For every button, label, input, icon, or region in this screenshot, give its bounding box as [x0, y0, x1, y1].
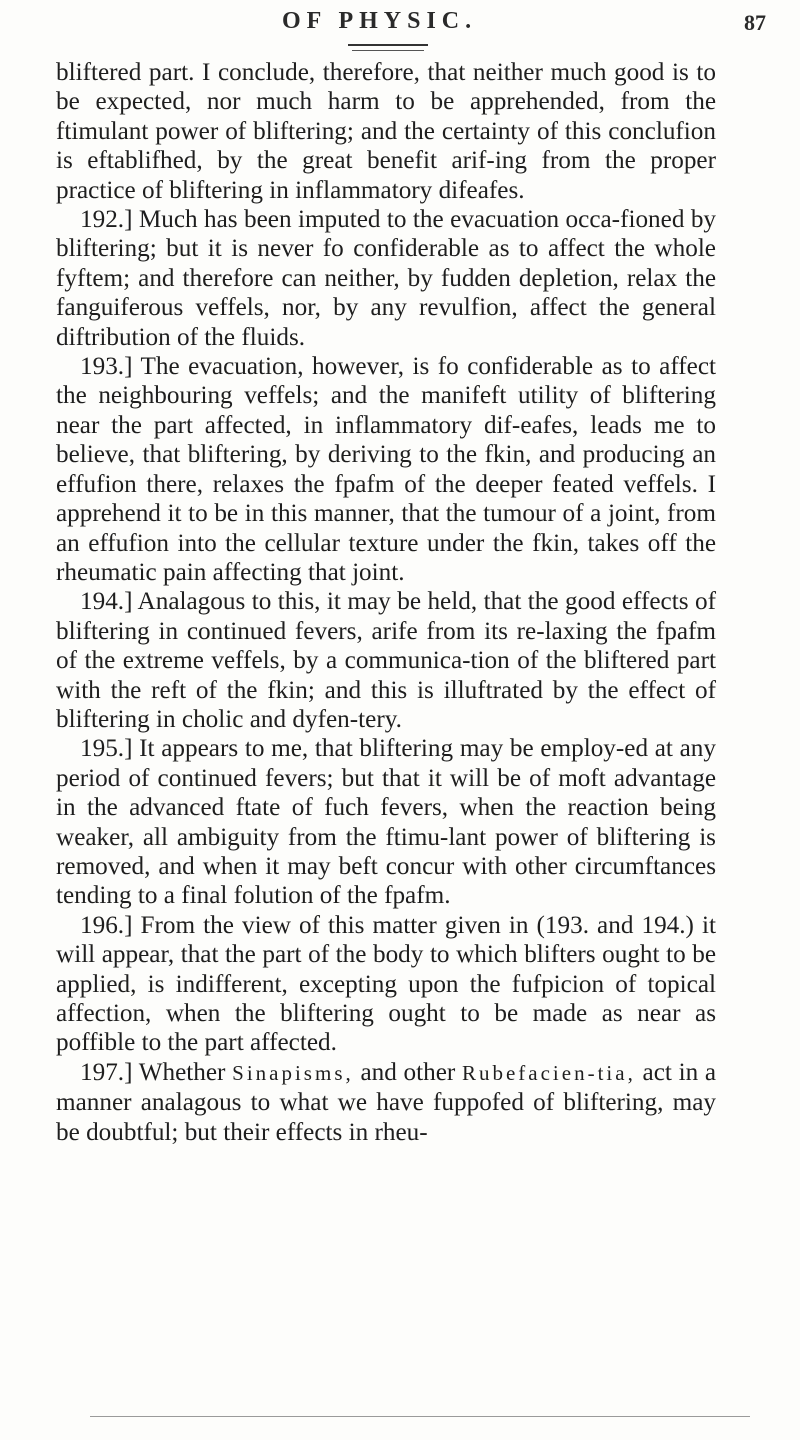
- term-sinapisms: Sinapisms,: [232, 1060, 354, 1085]
- paragraph-number: 195.]: [80, 735, 133, 763]
- paragraph-text: It appears to me, that bliftering may be employ-ed at any period of continued fevers; but that it will be of moft advantage in the advanced ftate of fuch fevers, when the reaction being weaker, all ambiguity from the ftimu-lant power of bliftering is removed, and when it may beft concur with other circumftances tending to a final folution of the fpafm.: [56, 735, 716, 910]
- paragraph-number: 194.]: [80, 588, 133, 616]
- paragraph-195: [56, 734, 716, 910]
- running-title: OF PHYSIC.: [282, 8, 478, 34]
- paragraph-mid: and other: [360, 1058, 456, 1086]
- paragraph-number: 193.]: [80, 353, 133, 381]
- paragraph-text: Analagous to this, it may be held, that the good effects of bliftering in continued fevers, arife from its re-laxing the fpafm of the extreme veffels, by a communica-tion of the bliftered part with the reft of the fkin; and this is illuftrated by the effect of bliftering in cholic and dyfen-tery.: [56, 588, 716, 733]
- paragraph-197: [56, 1058, 716, 1147]
- paragraph-rest: act in a manner analagous to what we have fuppofed of bliftering, may be doubtful; but their effects in rheu-: [56, 1058, 717, 1146]
- paragraph-number: 192.]: [80, 206, 133, 234]
- paragraph-193: [56, 352, 716, 587]
- page-number: 87: [744, 10, 766, 35]
- paragraph-text: From the view of this matter given in (193. and 194.) it will appear, that the part of the body to which blifters ought to be applied, is indifferent, excepting upon the fufpicion of topical affection, when the bliftering ought to be made as near as poffible to the part affected.: [56, 911, 716, 1057]
- header-rule: [348, 44, 428, 46]
- paragraph-196: [56, 911, 716, 1058]
- paragraph-text: Much has been imputed to the evacuation occa-fioned by bliftering; but it is never fo confiderable as to affect the whole fyftem; and therefore can neither, by fudden depletion, relax the fanguiferous veffels, nor, by any revulfion, affect the general diftribution of the fluids.: [56, 206, 717, 351]
- paragraph-192: [56, 205, 716, 352]
- term-rubefacientia: Rubefacien-tia,: [461, 1060, 636, 1085]
- running-head: [0, 8, 800, 40]
- header-rule-thin: [352, 50, 424, 51]
- paragraph-number: 196.]: [80, 911, 133, 939]
- paragraph-number: 197.]: [80, 1058, 133, 1086]
- paragraph-lead: Whether: [138, 1058, 226, 1086]
- opening-paragraph: bliftered part. I conclude, therefore, that neither much good is to be expected, nor much harm to be apprehended, from the ftimulant power of bliftering; and the certainty of this conclufion is eftablifhed, by the great benefit arif-ing from the proper practice of bliftering in inflammatory difeafes.: [56, 59, 716, 204]
- body-text: [56, 58, 716, 1147]
- paragraph-194: [56, 587, 716, 734]
- page-bottom-edge: [90, 1416, 750, 1417]
- paragraph-text: The evacuation, however, is fo confiderable as to affect the neighbouring veffels; and the manifeft utility of bliftering near the part affected, in inflammatory dif-eafes, leads me to believe, that bliftering, by deriving to the fkin, and producing an effufion there, relaxes the fpafm of the deeper feated veffels. I apprehend it to be in this manner, that the tumour of a joint, from an effufion into the cellular texture under the fkin, takes off the rheumatic pain affecting that joint.: [56, 353, 716, 586]
